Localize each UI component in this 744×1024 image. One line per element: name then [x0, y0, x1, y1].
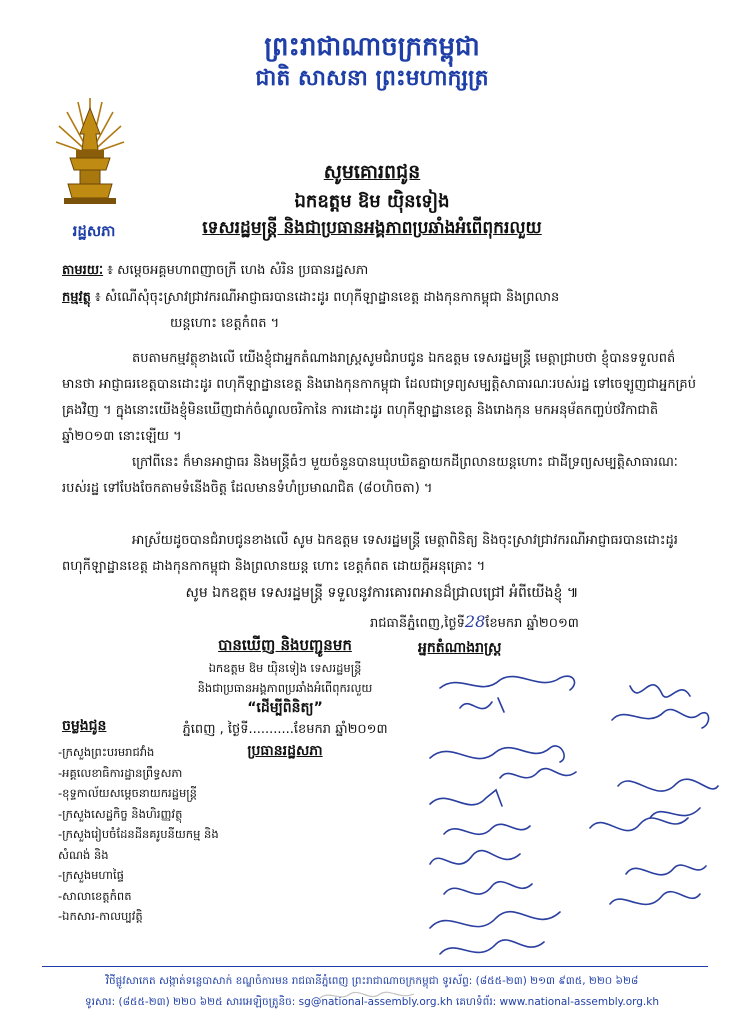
list-item: -សាលាខេត្តកំពត — [58, 888, 132, 903]
recipient-role: ទេសរដ្ឋមន្ត្រី និងជាប្រធានអង្គភាពប្រឆាំងអំពើពុករលួយ — [202, 218, 542, 238]
list-item: -ក្រសួងមហាផ្ទៃ — [58, 868, 124, 882]
list-item: -ក្រសួងរៀបចំដែនដីនគរូបនីយកម្ម និង — [58, 827, 219, 841]
subject-line — [62, 285, 702, 311]
representatives-title: អ្នកតំណាងរាស្ត្រ — [418, 640, 502, 656]
subject-label: កម្មវត្ថុ — [62, 290, 91, 305]
recipient-name: ឯកឧត្តម ឱម យ៉ិនទៀង — [294, 191, 450, 212]
list-item: -ឯកសារ-កាលប្បវត្តិ — [58, 909, 143, 923]
date-prefix: រាជធានីភ្នំពេញ,ថ្ងៃទី — [370, 616, 465, 631]
seen-line-2: និងជាប្រធានអង្គភាពប្រឆាំងអំពើពុករលួយ — [197, 681, 373, 695]
via-label: តាមរយៈ — [62, 263, 104, 278]
list-item: សំណង់ និង — [58, 847, 109, 862]
footer-address: វិថីផ្លូវសាកេត សង្កាត់ទន្លេបាសាក់ ខណ្ឌចំការមន រាជធានីភ្នំពេញ ព្រះរាជាណាចក្រកម្ពុជា ទូរស័ព្ទ: (៨៥៥-២៣) ២១៣ ៩៣៥, ២២០ ៦២៨ — [105, 975, 639, 987]
date-line — [370, 612, 710, 634]
emblem-caption: រដ្ឋសភា — [72, 222, 116, 240]
date-suffix: ខែមករា ឆ្នាំ២០១៣ — [485, 616, 579, 631]
seen-purpose: “ដើម្បីពិនិត្យ” — [247, 700, 323, 716]
subject-text: ៖ សំណើសុំចុះស្រាវជ្រាវករណីអាជ្ញាធរបានដោះដូរ ពហុកីឡាដ្ឋានខេត្ត ដាងកុនកាកម្ពុជា និងព្រលាន — [95, 290, 560, 305]
list-item: -អគ្គលេខាធិការដ្ឋានព្រឹទ្ធសភា — [58, 765, 183, 780]
closing-sentence: សូម ឯកឧត្តម ទេសរដ្ឋមន្ត្រី ទទួលនូវការគោរពអានដ៏ជ្រាលជ្រៅ អំពីយើងខ្ញុំ ៕ — [185, 585, 579, 601]
list-item: -ខុទ្ទកាល័យសម្តេចនាយករដ្ឋមន្ត្រី — [58, 786, 197, 800]
footer-divider — [42, 966, 708, 967]
body-paragraph-3: អាស្រ័យដូចបានជំរាបជូនខាងលើ សូម ឯកឧត្តម ទេសរដ្ឋមន្ត្រី មេត្តាពិនិត្យ និងចុះស្រាវជ្រាវករណីអាជ្ញាធរបានដោះដូរ ពហុកីឡាដ្ឋានខេត្ត ដាងកុនកាកម្ពុជា និងព្រលានយន្ត ហោះ ខេត្តកំពត ដោយក្តីអនុគ្រោះ ។ — [62, 533, 678, 574]
body-paragraph-1: តបតាមកម្មវត្ថុខាងលើ យើងខ្ញុំជាអ្នកតំណាងរាស្ត្រសូមជំរាបជូន ឯកឧត្តម ទេសរដ្ឋមន្ត្រី មេត្តាជ្រាបថា ខ្ញុំបានទទួលពត៌មានថា អាជ្ញាធរខេត្តបានដោះដូរ ពហុកីឡាដ្ឋានខេត្ត និងរោងកុនកាកម្ពុជា ដែលជាទ្រព្យសម្បត្តិសាធារណៈរបស់រដ្ឋ ទៅចេឡូញជាអ្នកគ្រប់គ្រងវិញ ។ ក្នុងនោះយើងខ្ញុំមិនឃើញជាក់ចំណូលចរិកានៃ ការដោះដូរ ពហុកីឡាដ្ឋានខេត្ត និងរោងកុន មកអនុម័តកញ្ចប់ថវិកាជាតិ ឆ្នាំ២០១៣ នោះឡើយ ។ — [62, 351, 696, 444]
footer-contact: ទូរសារ: (៨៥៥-២៣) ២២០ ៦២៥ សារអេឡិចត្រូនិច: sg@national-assembly.org.kh គេហទំព័រ: www.national-assembly.org.kh — [84, 996, 660, 1008]
seen-date: ភ្នំពេញ , ថ្ងៃទី...........ខែមករា ឆ្នាំ២០១៣ — [182, 722, 388, 737]
via-line — [62, 258, 702, 284]
copies-heading: ចម្លងជូន — [62, 718, 107, 734]
national-motto: ជាតិ សាសនា ព្រះមហាក្សត្រ — [255, 66, 489, 91]
list-item: -ក្រសួងសេដ្ឋកិច្ច និងហិរញ្ញវត្ថុ — [58, 806, 183, 821]
date-day-handwritten: 28 — [464, 612, 486, 631]
via-text: ៖ សម្តេចអគ្គមហាពញាចក្រី ហេង សំរិន ប្រធានរដ្ឋសភា — [107, 263, 369, 278]
list-item: -ក្រសួងព្រះបរមរាជវាំង — [58, 745, 155, 759]
seen-heading: បានឃើញ និងបញ្ជូនមក — [218, 636, 352, 654]
kingdom-title: ព្រះរាជាណាចក្រកម្ពុជា — [264, 32, 480, 62]
subject-continued: យន្តហោះ ខេត្តកំពត ។ — [170, 316, 280, 331]
assembly-president-title: ប្រធានរដ្ឋសភា — [247, 743, 323, 759]
copies-list — [58, 742, 243, 927]
representative-signatures — [400, 668, 730, 968]
body-paragraph-2: ក្រៅពីនេះ ក៏មានអាជ្ញាធរ និងមន្ត្រីធំៗ មួយចំនួនបានឃុបឃិតគ្នាយកដីព្រលានយន្តហោះ ជាដីទ្រព្យសម្បត្តិសាធារណៈរបស់រដ្ឋ ទៅបែងចែកតាមទំនើងចិត្ត ដែលមានទំហំប្រមាណជិត (៨០ហិចតា) ។ — [62, 455, 678, 496]
respect-heading: សូមគោរពជូន — [323, 161, 421, 183]
seen-line-1: ឯកឧត្តម ឱម យ៉ិនទៀង ទេសរដ្ឋមន្ត្រី — [208, 661, 362, 675]
